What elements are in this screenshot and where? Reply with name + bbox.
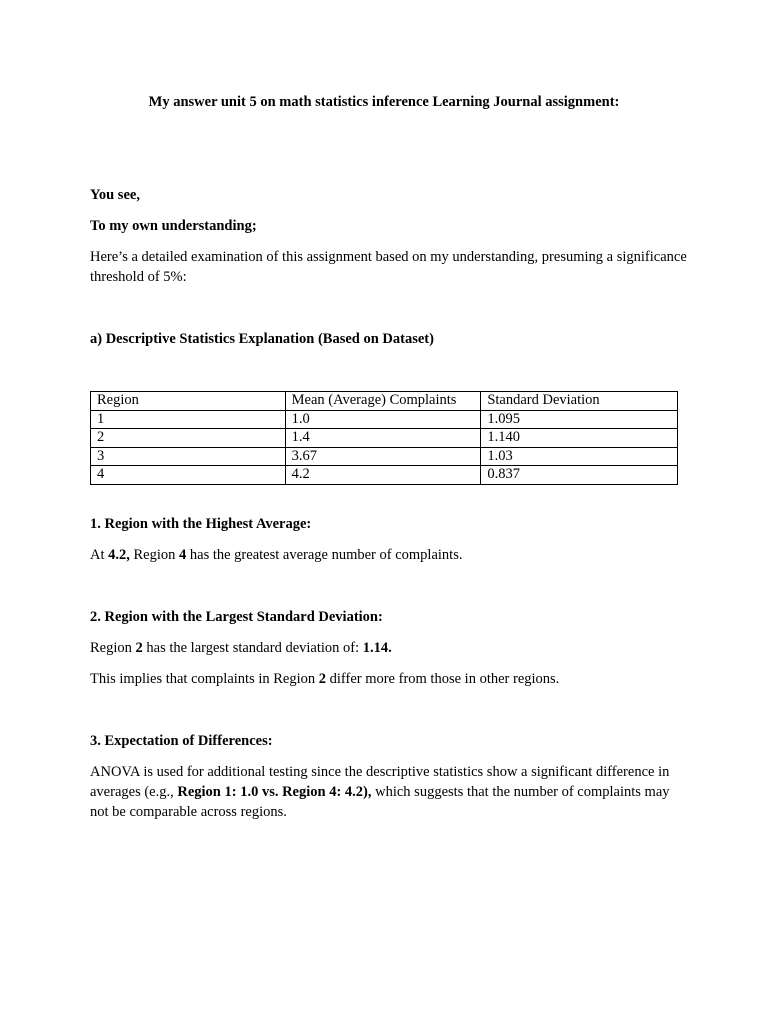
table-row: [91, 466, 678, 485]
q2-text-4: differ more from those in other regions.: [326, 671, 560, 687]
cell-region: 4: [91, 466, 286, 485]
q1-text-3: has the greatest average number of complaints.: [186, 547, 463, 563]
q2-bold-region: 2: [135, 640, 143, 656]
q3-heading: 3. Expectation of Differences:: [90, 733, 273, 749]
subheading: To my own understanding;: [90, 218, 257, 234]
q2-bold-value: 1.14.: [362, 640, 392, 656]
cell-std-dev: 1.03: [481, 447, 678, 466]
greeting: You see,: [90, 187, 140, 203]
q3-bold-comparison: Region 1: 1.0 vs. Region 4: 4.2),: [177, 784, 372, 800]
q3-text-1: ANOVA is used for additional testing since the descriptive statistics show a significant difference in averages (e.g.,: [90, 764, 670, 800]
cell-std-dev: 1.140: [481, 429, 678, 448]
cell-region: 3: [91, 447, 286, 466]
q3-text-2: which suggests that the number of complaints may not be comparable across regions.: [90, 784, 670, 820]
q1-bold-value: 4.2,: [108, 547, 130, 563]
statistics-table: [90, 391, 678, 485]
q1-paragraph: [90, 545, 690, 565]
table-row: [91, 410, 678, 429]
header-std-dev: Standard Deviation: [481, 392, 678, 411]
q2-bold-region-2: 2: [318, 671, 327, 687]
q1-text-1: At: [90, 547, 109, 563]
q3-paragraph: [90, 762, 690, 822]
section-a-heading: a) Descriptive Statistics Explanation (Based on Dataset): [90, 331, 434, 347]
q2-heading: 2. Region with the Largest Standard Deviation:: [90, 609, 383, 625]
q1-heading: 1. Region with the Highest Average:: [90, 516, 312, 532]
document-title: My answer unit 5 on math statistics inference Learning Journal assignment:: [148, 94, 620, 110]
table-row: [91, 447, 678, 466]
cell-mean: 1.0: [285, 410, 481, 429]
cell-region: 1: [91, 410, 286, 429]
cell-mean: 1.4: [285, 429, 481, 448]
q1-text-2: Region: [129, 547, 180, 563]
header-mean: Mean (Average) Complaints: [285, 392, 481, 411]
intro-paragraph: Here’s a detailed examination of this assignment based on my understanding, presuming a significance threshold of 5%:: [90, 249, 687, 285]
cell-mean: 3.67: [285, 447, 481, 466]
q2-text-1: Region: [90, 640, 136, 656]
q2-text-3: This implies that complaints in Region: [90, 671, 319, 687]
cell-mean: 4.2: [285, 466, 481, 485]
q2-text-2: has the largest standard deviation of:: [142, 640, 363, 656]
header-region: Region: [91, 392, 286, 411]
cell-std-dev: 0.837: [481, 466, 678, 485]
q2-paragraph-1: [90, 638, 690, 658]
table-header-row: [91, 392, 678, 411]
q2-paragraph-2: [90, 669, 690, 689]
cell-region: 2: [91, 429, 286, 448]
table-row: [91, 429, 678, 448]
cell-std-dev: 1.095: [481, 410, 678, 429]
q1-bold-region: 4: [179, 547, 187, 563]
